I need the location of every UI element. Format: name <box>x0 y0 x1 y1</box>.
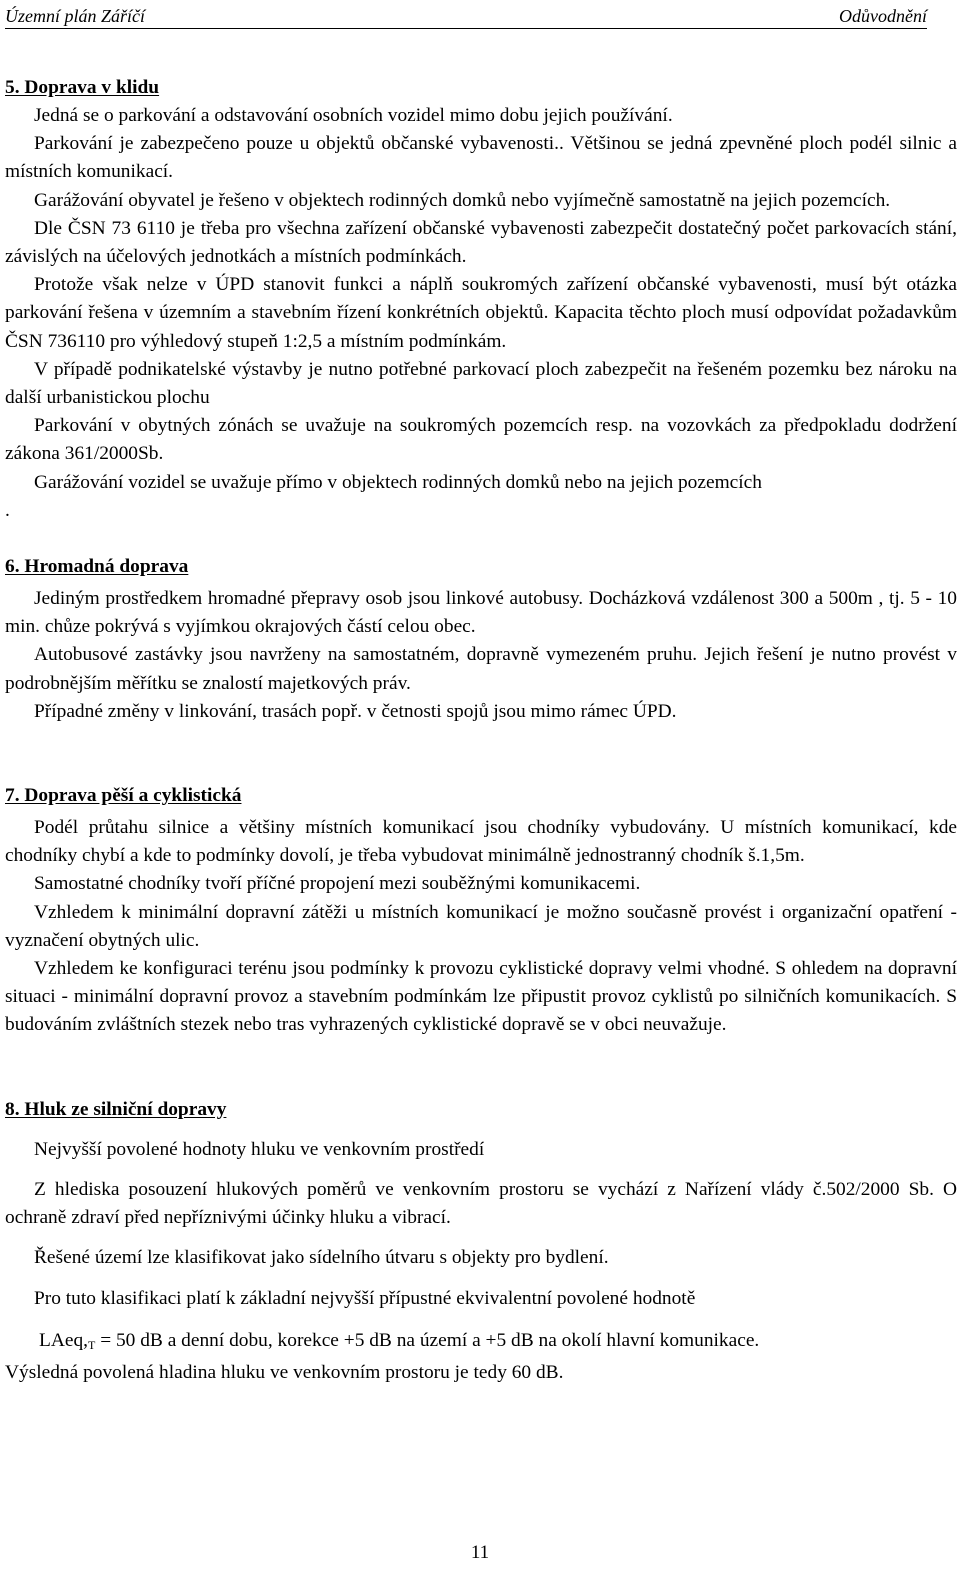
paragraph: Výsledná povolená hladina hluku ve venkovním prostoru je tedy 60 dB. <box>5 1361 564 1383</box>
section-5 <box>5 74 957 525</box>
paragraph: Parkování je zabezpečeno pouze u objektů občanské vybavenosti.. Většinou se jedná zpevněné ploch podél silnic a místních komunikací. <box>5 133 957 183</box>
page-number: 11 <box>470 1542 490 1563</box>
paragraph: Řešené území lze klasifikovat jako sídelního útvaru s objekty pro bydlení. <box>34 1247 609 1269</box>
paragraph: Garážování vozidel se uvažuje přímo v objektech rodinných domků nebo na jejich pozemcích <box>34 471 762 493</box>
formula-text: = 50 dB a denní dobu, korekce +5 dB na území a +5 dB na okolí hlavní komunikace. <box>95 1329 760 1351</box>
noise-limit-formula <box>5 1327 957 1359</box>
section-7 <box>5 782 957 1040</box>
paragraph: Parkování v obytných zónách se uvažuje na soukromých pozemcích resp. na vozovkách za předpokladu dodržení zákona 361/2000Sb. <box>5 415 957 465</box>
paragraph: Vzhledem k minimální dopravní zátěži u místních komunikací je možno současně provést i organizační opatření - vyznačení obytných ulic. <box>5 901 957 951</box>
paragraph: Dle ČSN 73 6110 je třeba pro všechna zařízení občanské vybavenosti zabezpečit dostatečný počet parkovacích stání, závislých na účelových jednotkách a místních podmínkách. <box>5 217 957 268</box>
paragraph: Garážování obyvatel je řešeno v objektech rodinných domků nebo vyjímečně samostatně na jejich pozemcích. <box>34 189 891 211</box>
paragraph: Jediným prostředkem hromadné přepravy osob jsou linkové autobusy. Docházková vzdálenost 300 a 500m , tj. 5 - 10 min. chůze pokrývá s vyjímkou okrajových částí celou obec. <box>5 588 957 638</box>
paragraph: Samostatné chodníky tvoří příčné propojení mezi souběžnými komunikacemi. <box>34 873 641 895</box>
section-8 <box>5 1096 957 1387</box>
section-5-heading: 5. Doprava v klidu <box>5 77 160 98</box>
section-8-heading: 8. Hluk ze silniční dopravy <box>5 1098 227 1120</box>
header-section-name: Odůvodnění <box>839 6 927 26</box>
paragraph: V případě podnikatelské výstavby je nutno potřebné parkovací ploch zabezpečit na řešeném pozemku bez nároku na další urbanistickou plochu <box>5 358 957 409</box>
paragraph: Pro tuto klasifikaci platí k základní nejvyšší přípustné ekvivalentní povolené hodnotě <box>34 1287 696 1309</box>
page-header <box>5 4 927 29</box>
paragraph: Nejvyšší povolené hodnoty hluku ve venkovním prostředí <box>34 1138 485 1160</box>
header-document-title: Územní plán Záříčí <box>5 6 146 26</box>
section-7-heading: 7. Doprava pěší a cyklistická <box>5 785 242 807</box>
document-body <box>5 74 957 1387</box>
paragraph: Z hlediska posouzení hlukových poměrů ve venkovním prostoru se vychází z Nařízení vlády č.502/2000 Sb. O ochraně zdraví před nepříznivými účinky hluku a vibrací. <box>5 1178 957 1229</box>
paragraph: Protože však nelze v ÚPD stanovit funkci a náplň soukromých zařízení občanské vybavenosti, musí být otázka parkování řešena v územním a stavebním řízení konkrétních objektů. Kapacita těchto ploch musí odpovídat požadavkům ČSN 736110 pro výhledový stupeň 1:2,5 a místním podmínkám. <box>5 274 957 352</box>
formula-symbol: LAeq, <box>39 1329 88 1351</box>
paragraph: Jedná se o parkování a odstavování osobních vozidel mimo dobu jejich používání. <box>34 105 673 126</box>
paragraph-stray-period: . <box>5 499 10 521</box>
paragraph: Autobusové zastávky jsou navrženy na samostatném, dopravně vymezeném pruhu. Jejich řešení je nutno provést v podrobnějším měřítku se znalostí majetkových práv. <box>5 644 957 694</box>
paragraph: Případné změny v linkování, trasách popř. v četnosti spojů jsou mimo rámec ÚPD. <box>34 700 677 722</box>
section-6-heading: 6. Hromadná doprava <box>5 556 189 578</box>
paragraph: Podél průtahu silnice a většiny místních komunikací jsou chodníky vybudovány. U místních komunikací, kde chodníky chybí a kde to podmínky dovolí, je třeba vybudovat minimálně jednostranný chodník š.1,5m. <box>5 817 957 867</box>
formula-subscript: T <box>88 1337 96 1352</box>
paragraph: Vzhledem ke konfiguraci terénu jsou podmínky k provozu cyklistické dopravy velmi vhodné. S ohledem na dopravní situaci - minimální dopravní provoz a stavebním podmínkám lze připustit provoz cyklistů po silničních komunikacích. S budováním zvláštních stezek nebo tras vyhrazených cyklistické dopravě se v obci neuvažuje. <box>5 958 957 1036</box>
section-6 <box>5 553 957 726</box>
